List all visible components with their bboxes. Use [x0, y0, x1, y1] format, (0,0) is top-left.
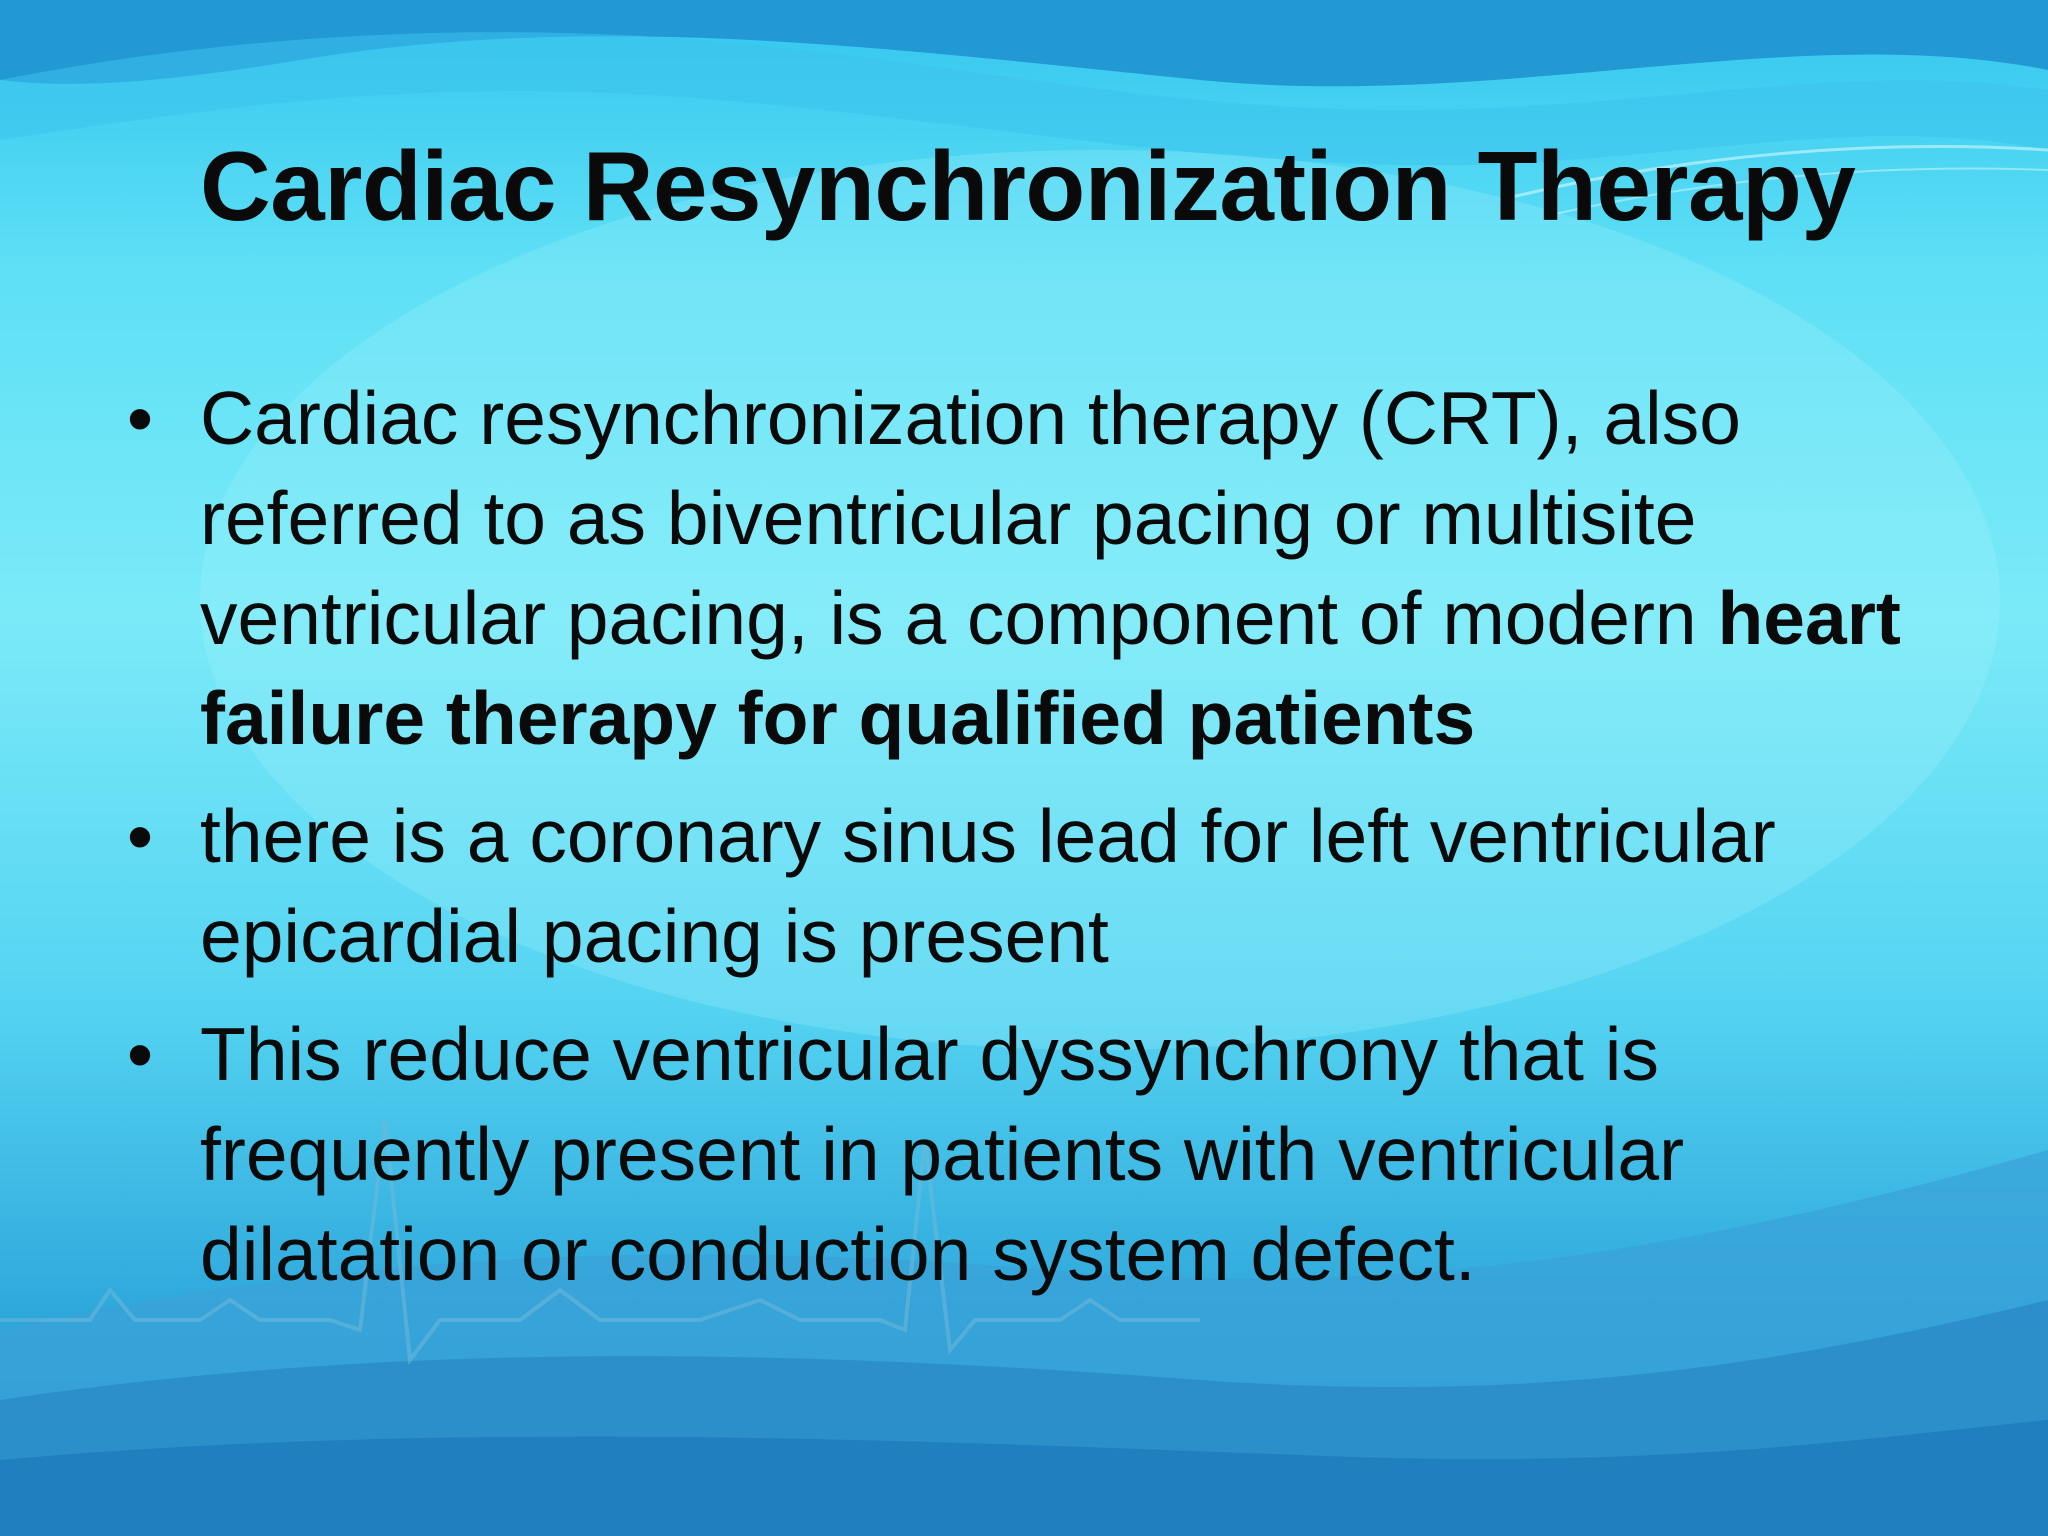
- bullet-icon: •: [126, 794, 154, 878]
- slide-title: Cardiac Resynchronization Therapy: [200, 131, 1856, 241]
- bullet-list: [120, 368, 1970, 1322]
- bullet-item: [120, 1004, 1970, 1304]
- bullet-item: [120, 786, 1970, 986]
- bullet-text: there is a coronary sinus lead for left ventricular epicardial pacing is present: [200, 794, 1776, 978]
- bullet-icon: •: [126, 1012, 154, 1096]
- bullet-icon: •: [126, 376, 154, 460]
- bullet-bold-text: heart failure therapy for qualified patients: [200, 576, 1901, 760]
- bullet-item: [120, 368, 1970, 768]
- bullet-text: Cardiac resynchronization therapy (CRT), also referred to as biventricular pacing or multisite ventricular pacing, is a component of modern: [200, 376, 1741, 660]
- bullet-text: This reduce ventricular dyssynchrony that is frequently present in patients with ventricular dilatation or conduction system defect.: [200, 1012, 1685, 1296]
